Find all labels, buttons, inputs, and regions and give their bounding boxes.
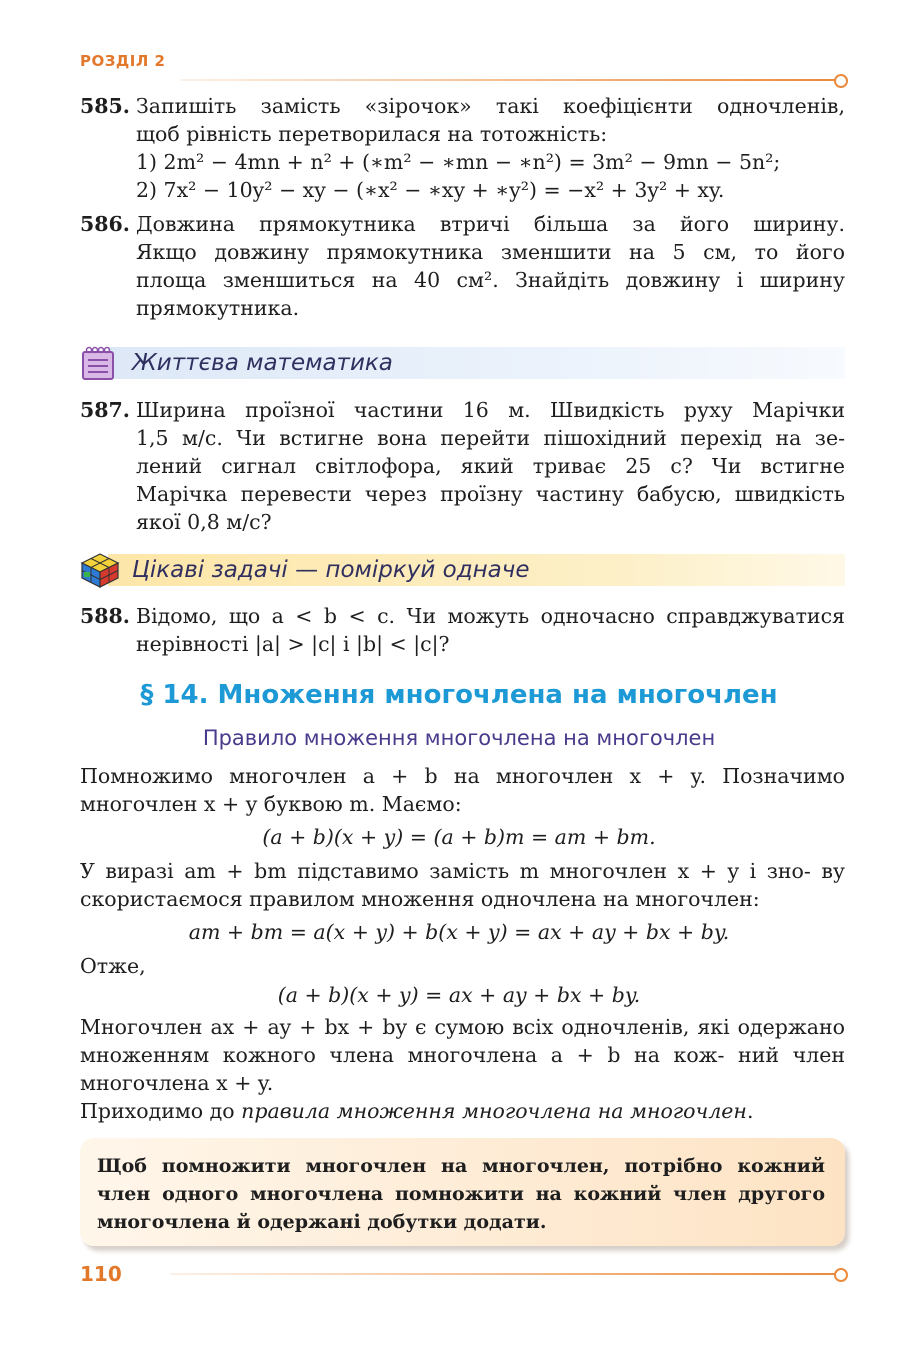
problem-585 xyxy=(80,92,845,204)
problem-587 xyxy=(80,396,845,536)
section-label: РОЗДІЛ 2 xyxy=(80,52,166,70)
section-title: § 14. Множення многочлена на многочлен xyxy=(140,680,778,710)
text-line: Многочлен ax + ay + bx + by є сумою всіх одночленів, які xyxy=(80,1015,730,1039)
circle-icon xyxy=(834,74,848,88)
rule-name: правила множення многочлена на многочлен xyxy=(241,1099,747,1123)
life-math-banner xyxy=(80,345,845,381)
rule-box xyxy=(80,1138,845,1246)
problem-text: 1,5 м/с. Чи встигне вона перейти пішохідний перехід на зе- xyxy=(136,426,845,450)
problem-number: 587. xyxy=(80,398,130,422)
rule-text: Щоб помножити многочлен на многочлен, потрібно кожний член одного многочлена помножити на кожний член другого многочлена й одержані добутки додати. xyxy=(97,1155,825,1233)
text-line: Отже, xyxy=(80,954,146,978)
paragraph xyxy=(80,1097,845,1125)
formula: (a + b)(x + y) = ax + ay + bx + by. xyxy=(277,983,641,1007)
text-line: ву скористаємося правилом множення одночлена на многочлен: xyxy=(80,859,845,911)
problem-number: 586. xyxy=(80,212,130,236)
problem-text: Якщо довжину прямокутника зменшити на 5 см, то його xyxy=(136,240,845,264)
problem-text: Ширина проїзної частини 16 м. Швидкість руху Марічки xyxy=(136,398,845,422)
text-fragment: Приходимо до xyxy=(80,1099,242,1123)
banner-title: Життєва математика xyxy=(132,350,393,376)
text-fragment: . xyxy=(746,1099,754,1123)
footer-rule xyxy=(170,1273,836,1275)
text-line: Помножимо многочлен a + b на многочлен x + y. Позначимо xyxy=(80,764,845,788)
problem-number: 588. xyxy=(80,604,130,628)
text-line xyxy=(80,1099,753,1123)
problem-text: нерівності |a| > |c| і |b| < |c|? xyxy=(136,632,450,656)
problem-text: щоб рівність перетворилася на тотожність: xyxy=(136,122,608,146)
text-line: одержано множенням кожного члена многочлена a + b на кож- xyxy=(80,1015,845,1067)
problem-588 xyxy=(80,602,845,658)
text-line: ний член многочлена x + y. xyxy=(80,1043,845,1095)
paragraph xyxy=(80,1013,845,1097)
section-subtitle: Правило множення многочлена на многочлен xyxy=(202,726,716,750)
problem-text: 2) 7x² − 10y² − xy − (∗x² − ∗xy + ∗y²) = −x² + 3y² + xy. xyxy=(136,178,725,202)
header-rule xyxy=(180,79,836,81)
banner-title: Цікаві задачі — поміркуй одначе xyxy=(132,557,530,583)
text-line: многочлен x + y буквою m. Маємо: xyxy=(80,792,462,816)
problem-text: Марічка перевести через проїзну частину бабусю, швидкість xyxy=(136,482,845,506)
problem-text: Відомо, що a < b < c. Чи можуть одночасно справджуватися xyxy=(136,604,845,628)
problem-text: прямокутника. xyxy=(136,296,300,320)
circle-icon xyxy=(834,1268,848,1282)
problem-text: Запишіть замість «зірочок» такі коефіцієнти одночленів, xyxy=(136,94,845,118)
problem-586 xyxy=(80,210,845,322)
formula: (a + b)(x + y) = (a + b)m = am + bm. xyxy=(262,825,656,849)
problem-text: площа зменшиться на 40 см². Знайдіть довжину і ширину xyxy=(136,268,845,292)
notepad-icon xyxy=(80,345,116,385)
paragraph xyxy=(80,857,845,913)
formula: am + bm = a(x + y) + b(x + y) = ax + ay + bx + by. xyxy=(188,920,730,944)
problem-text: якої 0,8 м/с? xyxy=(136,510,272,534)
text-line: У виразі am + bm підставимо замість m многочлен x + y і зно- xyxy=(80,859,811,883)
paragraph xyxy=(80,762,845,818)
problem-number: 585. xyxy=(80,94,130,118)
problem-text: Довжина прямокутника втричі більша за його ширину. xyxy=(136,212,845,236)
problem-text: лений сигнал світлофора, який триває 25 с? Чи встигне xyxy=(136,454,845,478)
puzzles-banner xyxy=(80,552,845,588)
paragraph xyxy=(80,952,845,980)
problem-text: 1) 2m² − 4mn + n² + (∗m² − ∗mn − ∗n²) = 3m² − 9mn − 5n²; xyxy=(136,150,781,174)
page-number: 110 xyxy=(80,1262,122,1286)
rubiks-cube-icon xyxy=(80,552,120,592)
